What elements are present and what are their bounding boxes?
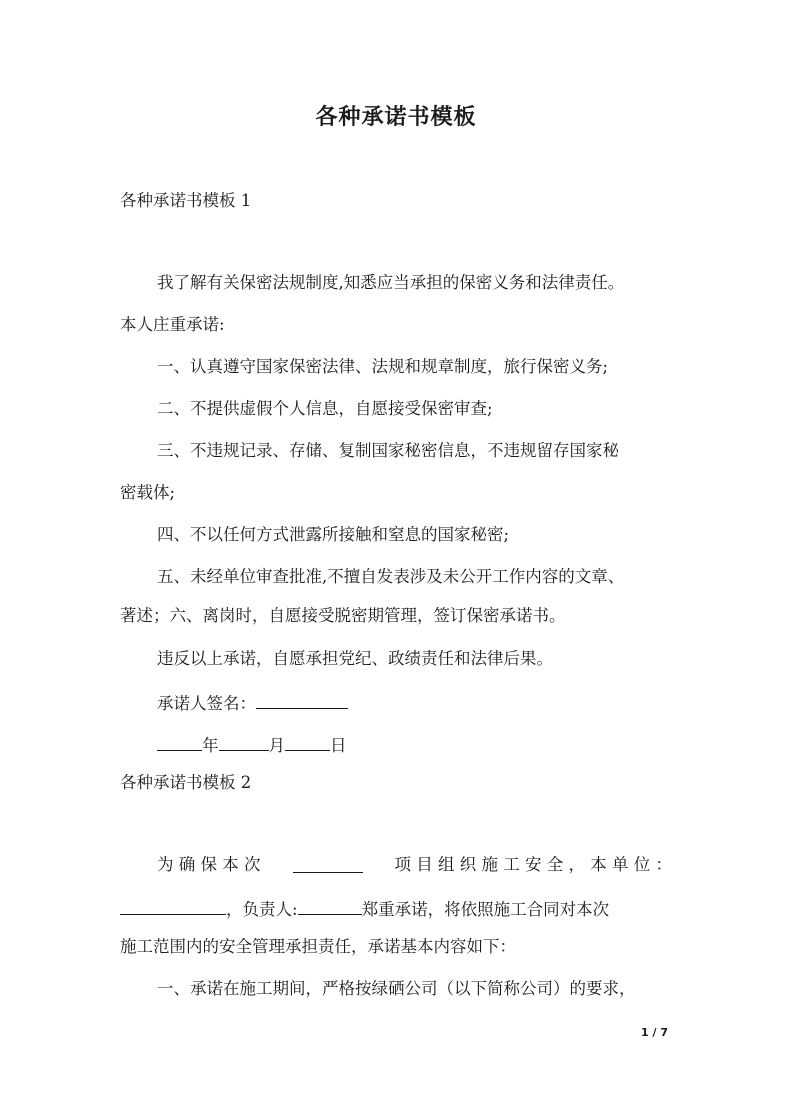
section2-line2-part1: ，负责人: <box>226 900 298 919</box>
section1-heading: 各种承诺书模板 1 <box>120 191 252 210</box>
date-year-label: 年 <box>202 736 219 755</box>
document-title: 各种承诺书模板 <box>315 104 477 130</box>
company-blank <box>120 896 226 915</box>
section2-line1-part1: 为 确 保 本 次 <box>157 855 261 874</box>
year-blank <box>157 732 202 751</box>
section2-line2-part2: 郑重承诺，将依照施工合同对本次 <box>361 900 610 919</box>
section1-item3-line2: 密载体; <box>120 483 176 502</box>
section1-item3-line1: 三、不违规记录、存储、复制国家秘密信息，不违规留存国家秘 <box>157 441 619 460</box>
section1-intro-line1: 我了解有关保密法规制度,知悉应当承担的保密义务和法律责任。 <box>157 273 625 292</box>
page-number: 1 / 7 <box>641 1026 668 1039</box>
section2-line1-part2: 项 目 组 织 施 工 安 全 ， 本 单 位 ： <box>394 855 672 874</box>
section2-line4: 一、承诺在施工期间，严格按绿硒公司（以下简称公司）的要求， <box>157 979 636 998</box>
month-blank <box>219 732 269 751</box>
section1-item2: 二、不提供虚假个人信息，自愿接受保密审查; <box>157 399 493 418</box>
signature-row <box>157 690 348 715</box>
signature-label: 承诺人签名： <box>157 694 256 713</box>
section1-intro-line2: 本人庄重承诺: <box>120 315 225 334</box>
date-month-label: 月 <box>268 736 285 755</box>
section2-line1 <box>157 854 672 876</box>
date-day-label: 日 <box>330 736 347 755</box>
date-row <box>157 732 347 757</box>
section2-line3: 施工范围内的安全管理承担责任，承诺基本内容如下： <box>120 937 516 956</box>
section2-line2 <box>120 896 609 921</box>
signature-blank <box>256 690 348 709</box>
day-blank <box>285 732 330 751</box>
responsible-person-blank <box>298 896 362 915</box>
section1-item5-line1: 五、未经单位审查批准,不擅自发表涉及未公开工作内容的文章、 <box>157 567 625 586</box>
project-blank <box>293 854 363 873</box>
section2-heading: 各种承诺书模板 2 <box>120 773 252 792</box>
section1-consequence: 违反以上承诺，自愿承担党纪、政绩责任和法律后果。 <box>157 649 553 668</box>
section1-item4: 四、不以任何方式泄露所接触和窒息的国家秘密; <box>157 525 510 544</box>
section1-item1: 一、认真遵守国家保密法律、法规和规章制度，旅行保密义务; <box>157 357 609 376</box>
section1-item5-line2: 著述；六、离岗时，自愿接受脱密期管理，签订保密承诺书。 <box>120 606 566 625</box>
